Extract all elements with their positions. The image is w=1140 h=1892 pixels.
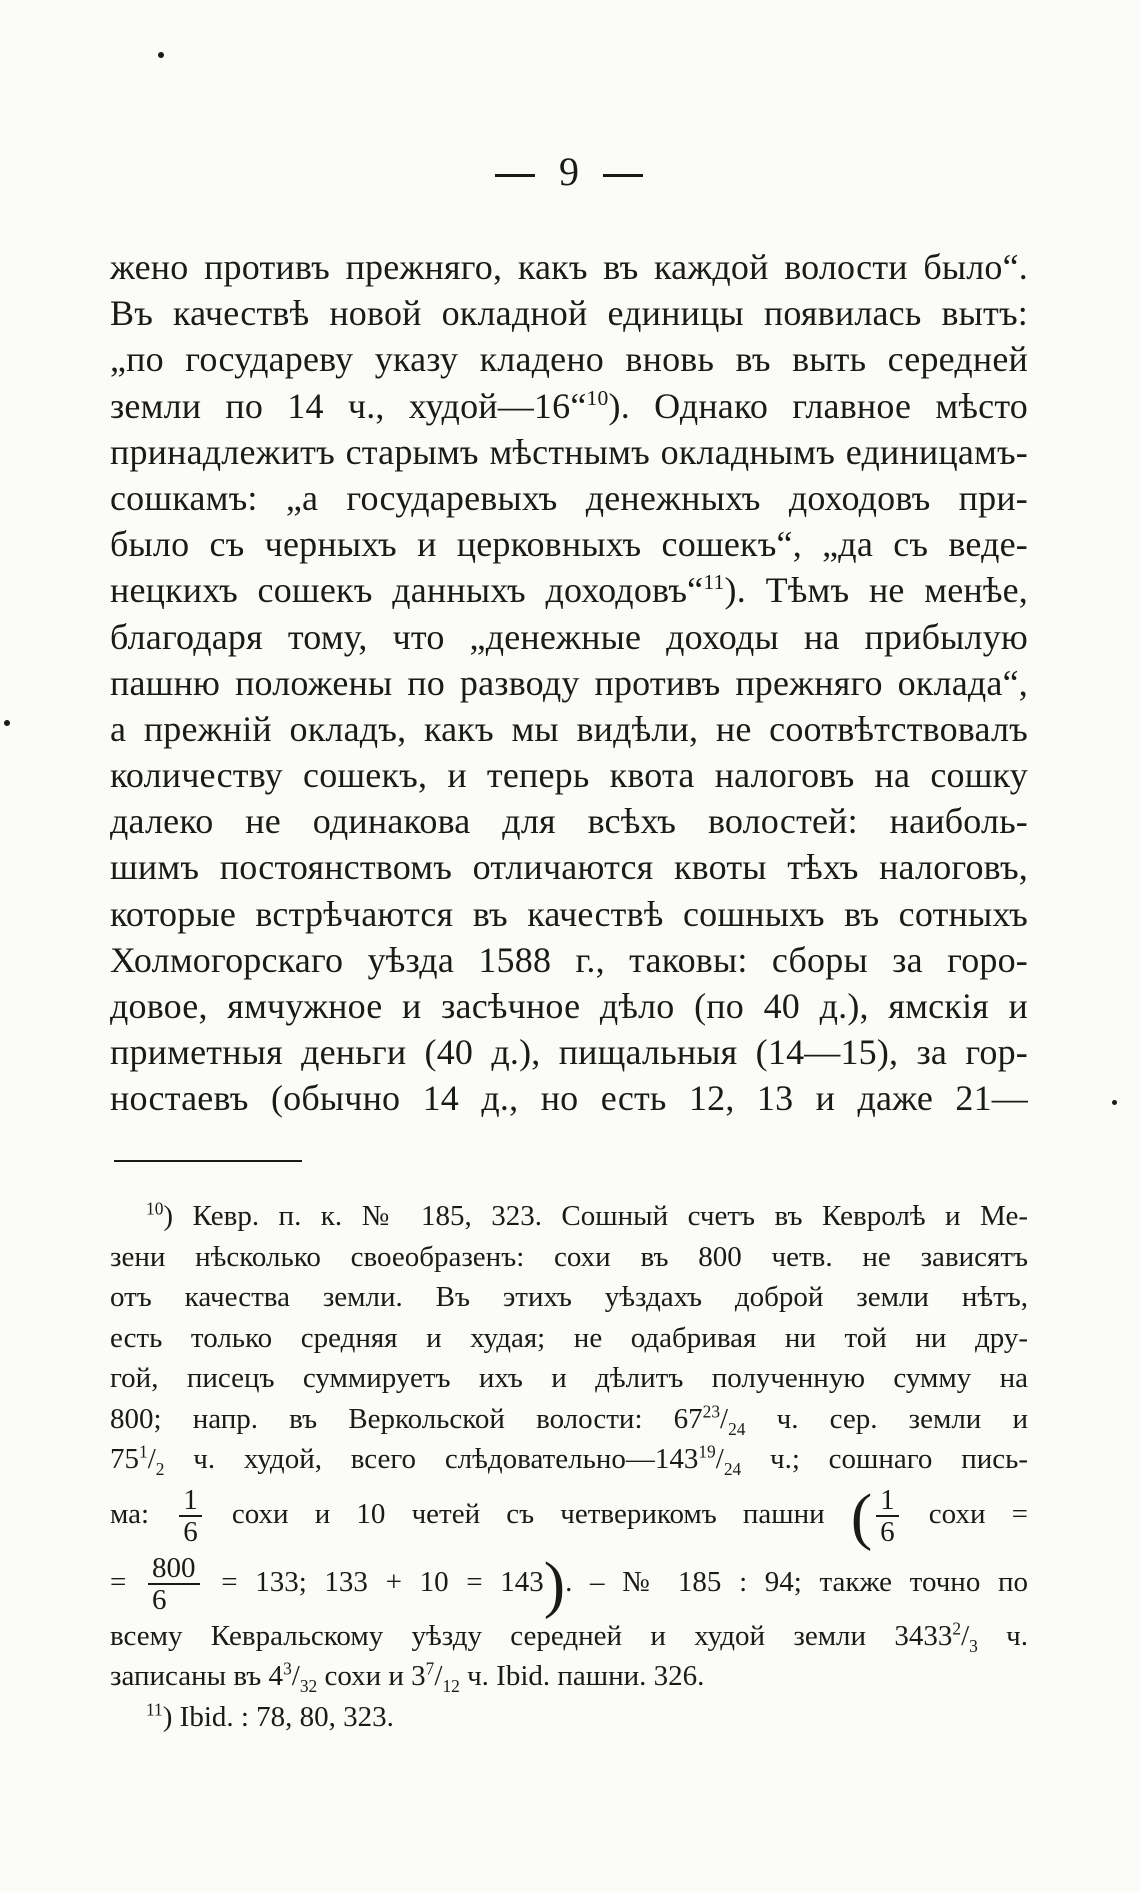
footnote-line xyxy=(110,1697,1028,1738)
footnote-line xyxy=(110,1547,1029,1619)
text-line: Холмогорскаго уѣзда 1588 г., таковы: сборы за горо- xyxy=(110,939,1028,980)
text-line: „по государеву указу кладено вновь въ выть середней xyxy=(110,339,1028,380)
fraction xyxy=(148,1553,200,1615)
fraction-denominator: 3 xyxy=(969,1635,978,1656)
text-line: жено противъ прежняго, какъ въ каждой волости было“. xyxy=(110,247,1028,287)
fraction-numerator: 19 xyxy=(698,1441,716,1462)
text-line: сошкамъ: „а государевыхъ денежныхъ доходовъ при- xyxy=(110,477,1028,518)
footnote-text: ) Кевр. п. к. № 185, 323. Сошный счетъ въ Кевролѣ и Ме- xyxy=(163,1200,1028,1232)
footnote-text: сохи и 3 xyxy=(317,1660,426,1692)
text-line xyxy=(110,567,1028,613)
footnote-text: ч. xyxy=(977,1619,1028,1652)
footnote-text: ма: xyxy=(110,1497,176,1530)
fraction-denominator: 12 xyxy=(442,1675,460,1696)
footnote-text: = xyxy=(110,1565,145,1598)
footnote-text: всему Кевральскому уѣзду середней и худой земли 3433 xyxy=(110,1619,953,1652)
print-speck xyxy=(4,720,10,726)
footnote-text: записаны въ 4 xyxy=(110,1660,284,1692)
footnote-text: сохи и 10 четей съ четверикомъ пашни xyxy=(205,1497,851,1530)
footnote-line: 800; напр. въ Веркольской волости: $67^{23}/_{24}$ ч. сер. земли и xyxy=(110,1400,1028,1439)
text-fragment: ). Тѣмъ не менѣе, xyxy=(724,570,1028,611)
text-line: приметныя деньги (40 д.), пищальныя (14—15), за гор- xyxy=(110,1032,1028,1073)
close-paren: ) xyxy=(543,1547,566,1619)
text-line: количеству сошекъ, и теперь квота налоговъ на сошку xyxy=(110,755,1028,796)
footnote-ref: 11 xyxy=(703,570,725,595)
fraction-numerator: 1 xyxy=(876,1485,899,1517)
text-line: шимъ постоянствомъ отличаются квоты тѣхъ налоговъ, xyxy=(110,847,1028,888)
text-fragment: нецкихъ сошекъ данныхъ доходовъ“ xyxy=(110,570,704,611)
fraction-numerator: 1 xyxy=(179,1485,202,1517)
footnote-mark: 10 xyxy=(146,1198,164,1219)
text-line: которые встрѣчаются въ качествѣ сошныхъ въ сотныхъ xyxy=(110,893,1028,934)
fraction-numerator: 1 xyxy=(139,1441,148,1462)
fraction-numerator: 800 xyxy=(148,1553,200,1585)
fraction-denominator: 2 xyxy=(155,1458,165,1479)
footnote-text: сохи = xyxy=(902,1497,1028,1530)
page-number xyxy=(110,148,1028,195)
footnote-line: зени нѣсколько своеобразенъ: сохи въ 800 четв. не зависятъ xyxy=(110,1240,1028,1273)
footnote-line: гой, писецъ суммируетъ ихъ и дѣлитъ полученную сумму на xyxy=(110,1362,1028,1394)
text-fragment: земли по 14 ч., худой—16“ xyxy=(110,385,587,426)
print-speck xyxy=(1112,1100,1117,1105)
footnote-text: 75 xyxy=(110,1443,139,1475)
footnote-text: ч. Ibid. пашни. 326. xyxy=(459,1660,705,1692)
footnote-ref: 10 xyxy=(586,385,609,410)
footnotes xyxy=(110,1196,1028,1737)
print-speck xyxy=(158,52,164,58)
footnote-text: ) Ibid. : 78, 80, 323. xyxy=(162,1700,394,1733)
footnote-line: $75^1/_2$ ч. худой, всего $слѣдовательно—143^{19}/_{24}$ ч.; сошнаго пись- xyxy=(110,1441,1028,1479)
dash-right xyxy=(603,174,643,177)
dash-left xyxy=(495,174,535,177)
footnote-line xyxy=(110,1479,1028,1551)
fraction-numerator: 7 xyxy=(425,1658,435,1679)
footnote-line: всему Кевральскому уѣзду середней и худой земли $3433^2/_3$ ч. xyxy=(110,1617,1028,1656)
fraction-denominator: 24 xyxy=(723,1458,742,1479)
fraction xyxy=(179,1485,202,1547)
footnote-line: отъ качества земли. Въ этихъ уѣздахъ доброй земли нѣтъ, xyxy=(110,1281,1028,1313)
footnote-text: ч. худой, всего слѣдовательно—143 xyxy=(164,1443,699,1475)
fraction-numerator: 23 xyxy=(702,1400,721,1421)
footnote-line: есть только средняя и худая; не одабривая ни той ни дру- xyxy=(110,1321,1028,1354)
footnote-line: записаны въ $4^3/_{32}$ сохи и $3^7/_{12}$ ч. Ibid. пашни. 326. xyxy=(110,1658,705,1696)
fraction-denominator: 32 xyxy=(299,1675,318,1696)
footnote-text: = 133; 133 + 10 = 143 xyxy=(203,1565,544,1598)
text-line: было съ черныхъ и церковныхъ сошекъ“, „да съ веде- xyxy=(110,524,1028,565)
footnote-text: ч. сер. земли и xyxy=(745,1402,1028,1435)
fraction-denominator: 6 xyxy=(880,1515,895,1548)
footnote-line xyxy=(110,1196,1028,1237)
fraction-denominator: 6 xyxy=(152,1583,167,1616)
page-number-value: 9 xyxy=(559,149,579,194)
body-text xyxy=(110,244,1028,1122)
footnote-text: ч.; сошнаго пись- xyxy=(741,1443,1028,1475)
fraction-denominator: 24 xyxy=(728,1418,746,1439)
text-fragment: ). Однако главное мѣсто xyxy=(608,385,1028,426)
fraction-numerator: 2 xyxy=(952,1617,962,1638)
fraction-denominator: 6 xyxy=(183,1515,198,1548)
footnote-text: . – № 185 : 94; также точно по xyxy=(565,1565,1029,1598)
text-line: благодаря тому, что „денежные доходы на прибылую xyxy=(110,616,1028,657)
text-line xyxy=(110,383,1028,429)
text-line: пашню положены по разводу противъ прежняго оклада“, xyxy=(110,662,1028,703)
text-line: а прежній окладъ, какъ мы видѣли, не соотвѣтствовалъ xyxy=(110,708,1028,749)
footnote-text: 800; напр. въ Веркольской волости: 67 xyxy=(110,1402,703,1435)
footnote-divider xyxy=(114,1160,302,1162)
text-line: ностаевъ (обычно 14 д., но есть 12, 13 и даже 21— xyxy=(110,1078,1028,1119)
text-line: принадлежитъ старымъ мѣстнымъ окладнымъ единицамъ- xyxy=(110,431,1028,472)
text-line: довое, ямчужное и засѣчное дѣло (по 40 д.), ямскія и xyxy=(110,986,1028,1026)
text-line: далеко не одинакова для всѣхъ волостей: наиболь- xyxy=(110,801,1028,842)
footnote-mark: 11 xyxy=(146,1698,163,1719)
open-paren: ( xyxy=(850,1479,873,1551)
text-line: Въ качествѣ новой окладной единицы появилась вытъ: xyxy=(110,293,1028,334)
fraction xyxy=(876,1485,899,1547)
fraction-numerator: 3 xyxy=(283,1658,292,1679)
